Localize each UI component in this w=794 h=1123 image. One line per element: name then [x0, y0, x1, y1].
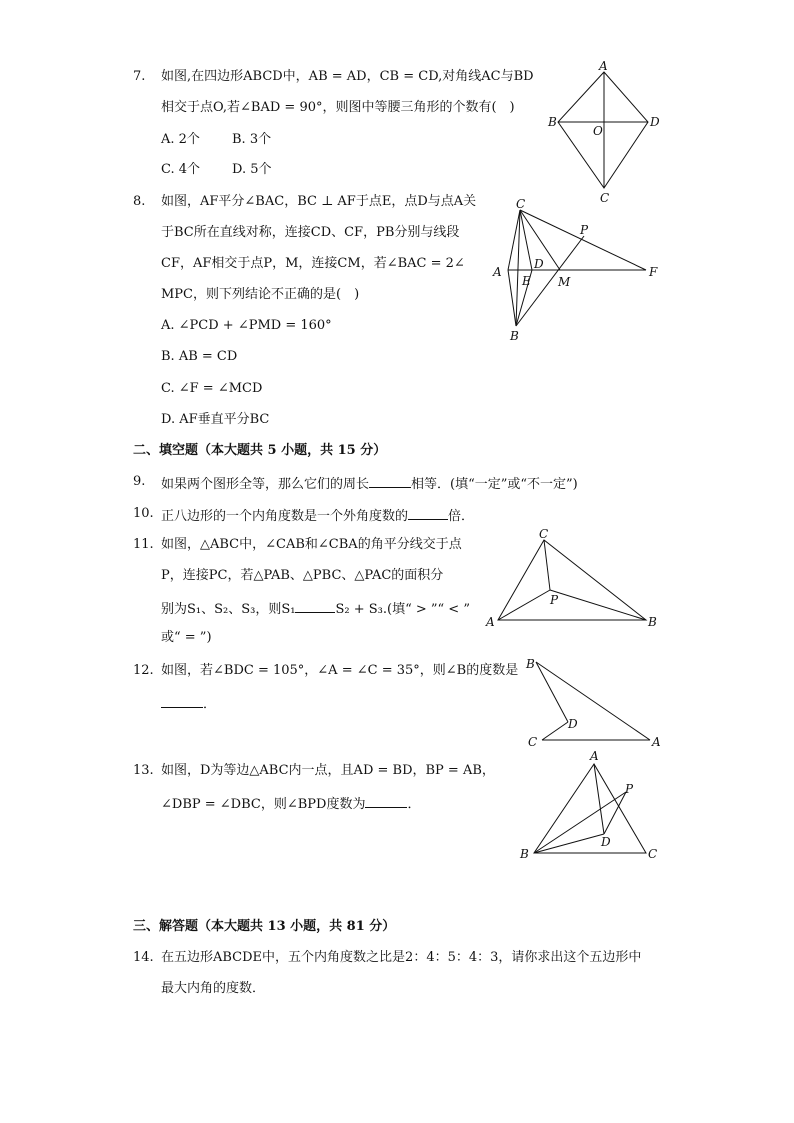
q7-fig-label-a: A: [599, 59, 608, 73]
q13-figure: [512, 748, 672, 863]
q14-number: 14.: [133, 950, 154, 965]
q8-fig-label-a: A: [493, 265, 502, 279]
q12-figure: [520, 652, 670, 748]
q13-fig-label-c: C: [648, 847, 658, 861]
q7-line2: 相交于点O,若∠BAD = 90°，则图中等腰三角形的个数有( ): [161, 100, 515, 115]
q11-line4: 或“ = ”): [161, 630, 212, 645]
q13-line2: [161, 793, 420, 814]
q7-option-d: D. 5个: [232, 162, 272, 177]
q8-fig-label-d: D: [534, 257, 544, 271]
q10-text-after: 倍．: [448, 509, 475, 524]
q8-figure: [488, 196, 663, 344]
q13-fig-label-a: A: [590, 749, 599, 763]
q13-fig-label-b: B: [520, 847, 529, 861]
q9-line: [161, 473, 578, 494]
q9-number: 9.: [133, 474, 146, 489]
q11-text-after: S₂ + S₃.(填“ > ”“ < ”: [335, 602, 470, 617]
q12-line2: [161, 693, 216, 714]
q8-line2: 于BC所在直线对称，连接CD、CF，PB分别与线段: [161, 225, 460, 240]
q7-fig-label-c: C: [600, 191, 610, 205]
q11-fig-label-p: P: [550, 593, 559, 607]
q13-line1: 如图，D为等边△ABC内一点，且AD = BD，BP = AB，: [161, 763, 495, 778]
q11-number: 11.: [133, 537, 154, 552]
q7-line1: 如图,在四边形ABCD中，AB = AD，CB = CD,对角线AC与BD: [161, 69, 534, 84]
q8-line3: CF，AF相交于点P，M，连接CM，若∠BAC = 2∠: [161, 256, 465, 271]
q11-line3: [161, 598, 470, 619]
q11-line2: P，连接PC，若△PAB、△PBC、△PAC的面积分: [161, 568, 444, 583]
q12-fig-label-d: D: [568, 717, 578, 731]
q8-line4: MPC，则下列结论不正确的是( ): [161, 287, 360, 302]
q8-fig-label-b: B: [510, 329, 519, 343]
q14-line1: 在五边形ABCDE中，五个内角度数之比是2：4：5：4：3，请你求出这个五边形中: [161, 950, 642, 965]
q8-number: 8.: [133, 194, 146, 209]
q11-fig-label-b: B: [648, 615, 657, 629]
q10-line: [161, 505, 474, 526]
q12-fig-label-a: A: [652, 735, 661, 749]
q11-line1: 如图，△ABC中，∠CAB和∠CBA的角平分线交于点: [161, 537, 462, 552]
q11-answer-blank[interactable]: [295, 598, 335, 613]
q8-option-d: D. AF垂直平分BC: [161, 412, 270, 427]
q12-fig-label-b: B: [526, 657, 535, 671]
q9-text-after: 相等．(填“一定”或“不一定”): [411, 477, 578, 492]
q13-fig-label-d: D: [601, 835, 611, 849]
q8-fig-label-p: P: [580, 223, 589, 237]
q8-option-a: A. ∠PCD + ∠PMD = 160°: [161, 318, 332, 333]
q11-figure: [484, 528, 664, 632]
q7-number: 7.: [133, 69, 146, 84]
q9-answer-blank[interactable]: [369, 473, 411, 488]
q10-number: 10.: [133, 506, 154, 521]
q12-number: 12.: [133, 663, 154, 678]
q13-fig-label-p: P: [625, 782, 634, 796]
q8-option-c: C. ∠F = ∠MCD: [161, 381, 263, 396]
q7-option-b: B. 3个: [232, 132, 272, 147]
q7-figure-kite: [540, 59, 670, 205]
q13-text-after: ．: [407, 797, 421, 812]
q10-answer-blank[interactable]: [408, 505, 448, 520]
q8-fig-label-m: M: [558, 275, 571, 289]
q8-fig-label-e: E: [522, 274, 531, 288]
q7-fig-label-d: D: [650, 115, 660, 129]
q11-fig-label-c: C: [539, 527, 549, 541]
q9-text-before: 如果两个图形全等，那么它们的周长: [161, 477, 370, 492]
section-2-heading: 二、填空题（本大题共 5 小题，共 15 分）: [133, 443, 387, 458]
q7-fig-label-o: O: [593, 124, 603, 138]
q13-number: 13.: [133, 763, 154, 778]
q11-text-before: 别为S₁、S₂、S₃，则S₁: [161, 602, 296, 617]
q7-option-c: C. 4个: [161, 162, 201, 177]
q12-text-after: ．: [203, 697, 217, 712]
q11-fig-label-a: A: [486, 615, 495, 629]
q13-text-before: ∠DBP = ∠DBC，则∠BPD度数为: [161, 797, 366, 812]
q10-text-before: 正八边形的一个内角度数是一个外角度数的: [161, 509, 409, 524]
q13-answer-blank[interactable]: [365, 793, 407, 808]
q8-fig-label-c: C: [516, 197, 526, 211]
q12-line1: 如图，若∠BDC = 105°，∠A = ∠C = 35°，则∠B的度数是: [161, 663, 519, 678]
q7-fig-label-b: B: [548, 115, 557, 129]
q8-option-b: B. AB = CD: [161, 349, 238, 364]
q12-fig-label-c: C: [528, 735, 538, 749]
q8-line1: 如图，AF平分∠BAC，BC ⊥ AF于点E，点D与点A关: [161, 194, 477, 209]
q7-option-a: A. 2个: [161, 132, 200, 147]
section-3-heading: 三、解答题（本大题共 13 小题，共 81 分）: [133, 919, 396, 934]
q14-line2: 最大内角的度数．: [161, 981, 266, 996]
q12-answer-blank[interactable]: [161, 693, 203, 708]
q8-fig-label-f: F: [649, 265, 658, 279]
